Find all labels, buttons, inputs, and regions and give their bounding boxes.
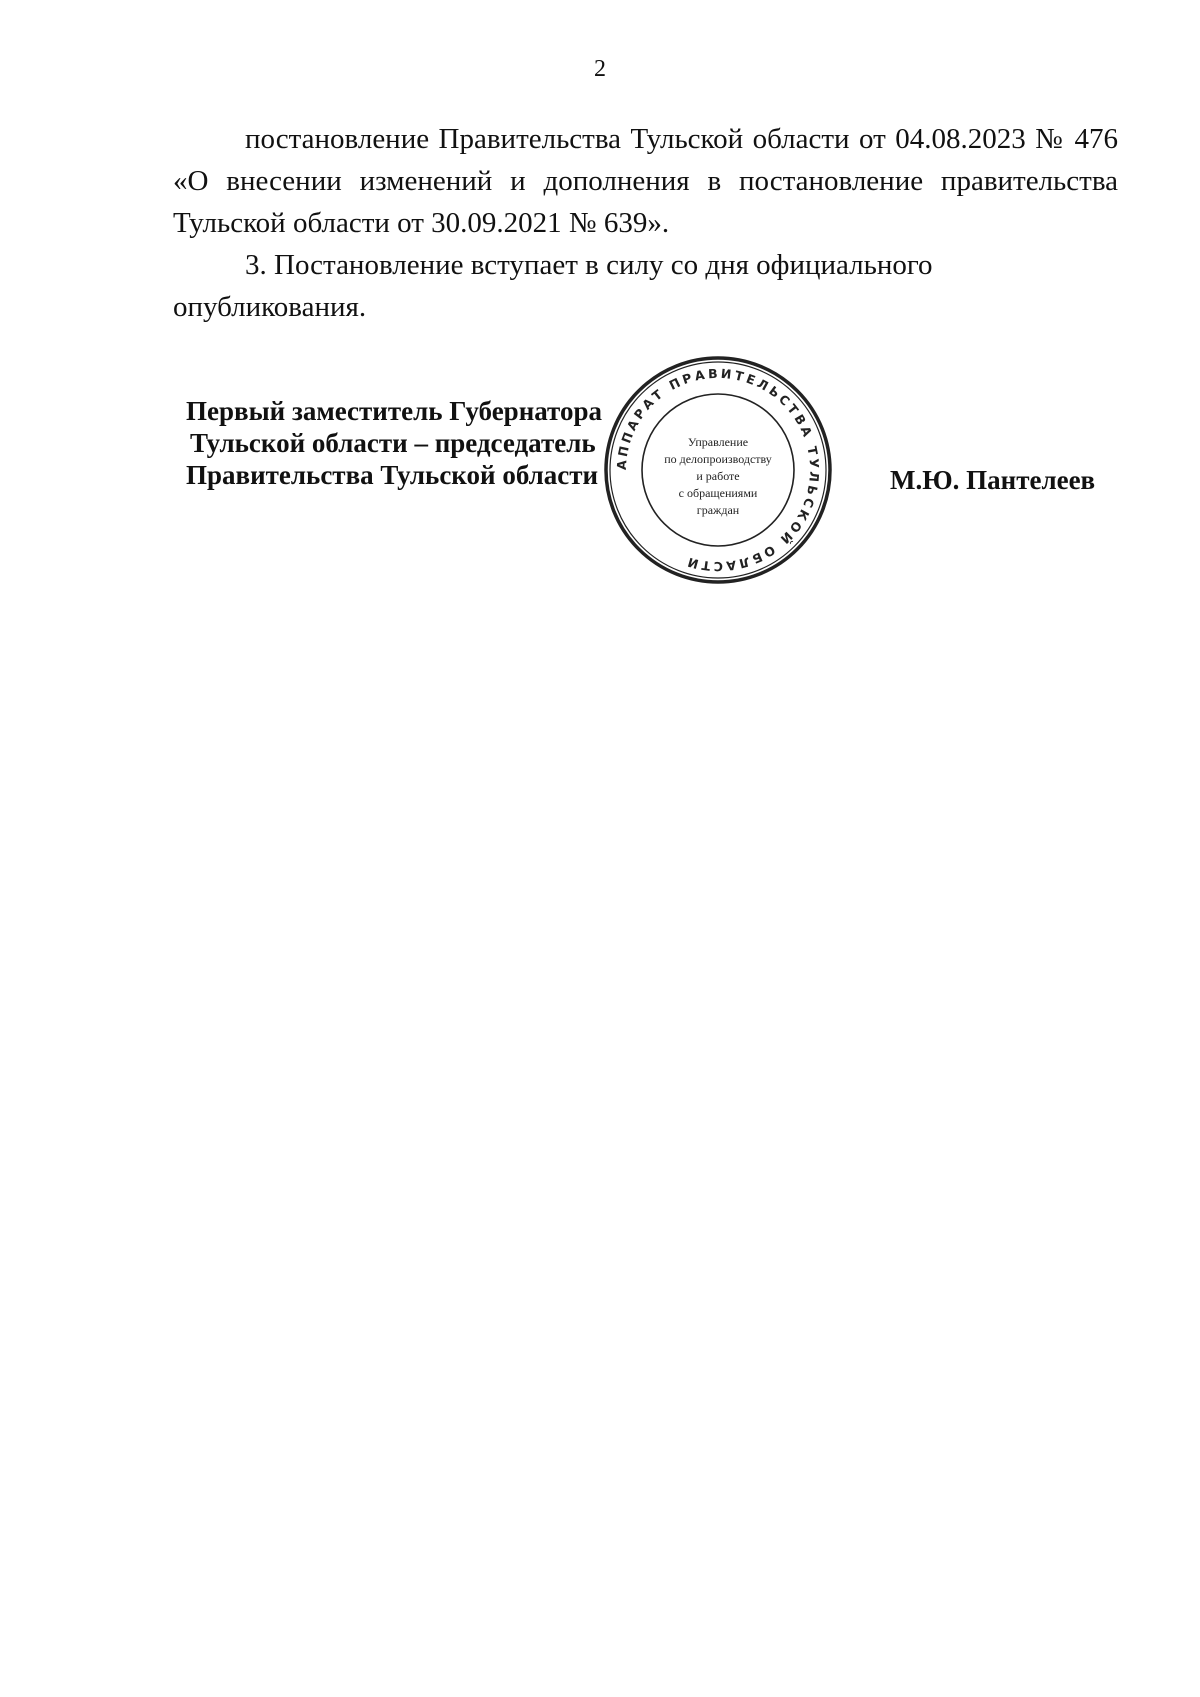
seal-center-line: Управление bbox=[687, 435, 749, 449]
signature-title-block bbox=[186, 395, 602, 491]
seal-icon bbox=[600, 352, 836, 588]
signer-name: М.Ю. Пантелеев bbox=[890, 465, 1096, 495]
page-number: 2 bbox=[594, 56, 606, 82]
seal-center-line: по делопроизводству bbox=[664, 452, 772, 466]
document-body bbox=[173, 118, 1118, 328]
signature-title-line: Тульской области – председатель bbox=[190, 428, 596, 458]
official-seal-stamp bbox=[600, 352, 836, 588]
signature-title-line: Правительства Тульской области bbox=[186, 460, 599, 490]
seal-center-line: граждан bbox=[696, 503, 740, 517]
paragraph-continued: постановление Правительства Тульской области от 04.08.2023 № 476 «О внесении изменений и дополнения в постановление правительства Тульской области от 30.09.2021 № 639». bbox=[173, 123, 1118, 239]
paragraph-item-3: 3. Постановление вступает в силу со дня официального опубликования. bbox=[173, 249, 933, 323]
seal-center-line: и работе bbox=[696, 469, 740, 483]
seal-ring-text: АППАРАТ ПРАВИТЕЛЬСТВА ТУЛЬСКОЙ ОБЛАСТИ bbox=[613, 365, 823, 575]
signature-title-line: Первый заместитель Губернатора bbox=[186, 396, 602, 426]
seal-center-line: с обращениями bbox=[678, 486, 758, 500]
